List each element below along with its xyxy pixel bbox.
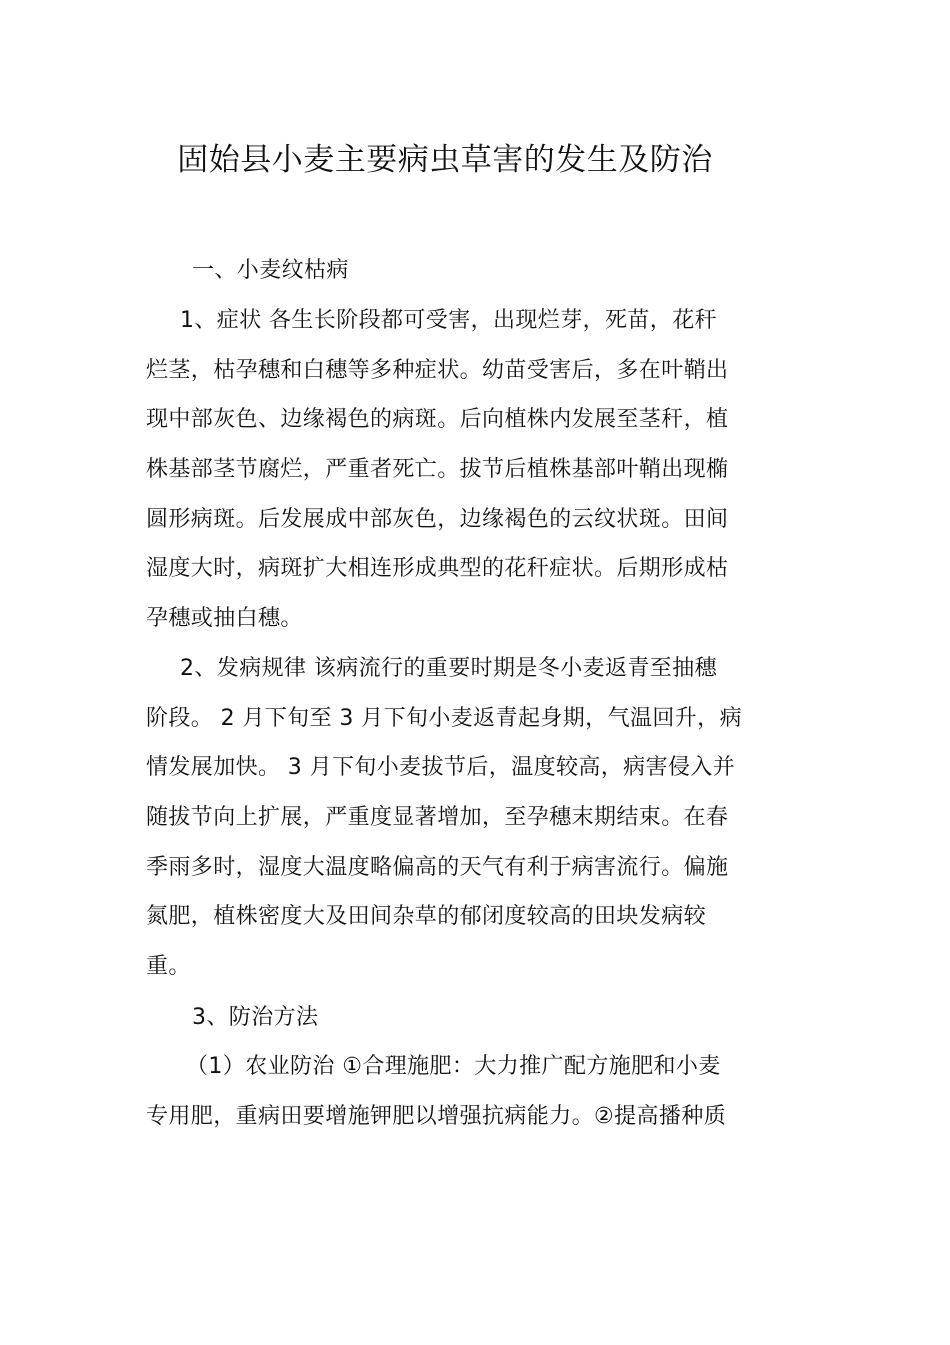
paragraph-line: （1）农业防治 ①合理施肥：大力推广配方施肥和小麦 [186, 1054, 721, 1079]
paragraph-line: 孕穗或抽白穗。 [146, 606, 303, 631]
paragraph-line: 烂茎，枯孕穗和白穗等多种症状。幼苗受害后，多在叶鞘出 [146, 358, 729, 383]
paragraph-line: 现中部灰色、边缘褐色的病斑。后向植株内发展至茎秆，植 [146, 407, 729, 432]
paragraph-line: 随拔节向上扩展，严重度显著增加，至孕穗末期结束。在春 [146, 805, 729, 830]
section-heading-1: 一、小麦纹枯病 [192, 258, 349, 283]
paragraph-line: 2、发病规律 该病流行的重要时期是冬小麦返青至抽穗 [180, 656, 717, 681]
paragraph-line: 季雨多时，湿度大温度略偏高的天气有利于病害流行。偏施 [146, 855, 729, 880]
paragraph-line: 阶段。 2 月下旬至 3 月下旬小麦返青起身期，气温回升，病 [146, 706, 742, 731]
paragraph-line: 情发展加快。 3 月下旬小麦拔节后，温度较高，病害侵入并 [146, 755, 736, 780]
document-title: 固始县小麦主要病虫草害的发生及防治 [177, 142, 713, 178]
paragraph-line: 圆形病斑。后发展成中部灰色，边缘褐色的云纹状斑。田间 [146, 507, 729, 532]
paragraph-line: 1、症状 各生长阶段都可受害，出现烂芽，死苗，花秆 [180, 308, 717, 333]
paragraph-line: 专用肥，重病田要增施钾肥以增强抗病能力。②提高播种质 [146, 1104, 727, 1129]
paragraph-line: 氮肥，植株密度大及田间杂草的郁闭度较高的田块发病较 [146, 904, 707, 929]
paragraph-line: 重。 [146, 954, 191, 979]
section-heading-3: 3、防治方法 [192, 1005, 319, 1030]
paragraph-line: 株基部茎节腐烂，严重者死亡。拔节后植株基部叶鞘出现椭 [146, 457, 729, 482]
paragraph-line: 湿度大时，病斑扩大相连形成典型的花秆症状。后期形成枯 [146, 556, 729, 581]
